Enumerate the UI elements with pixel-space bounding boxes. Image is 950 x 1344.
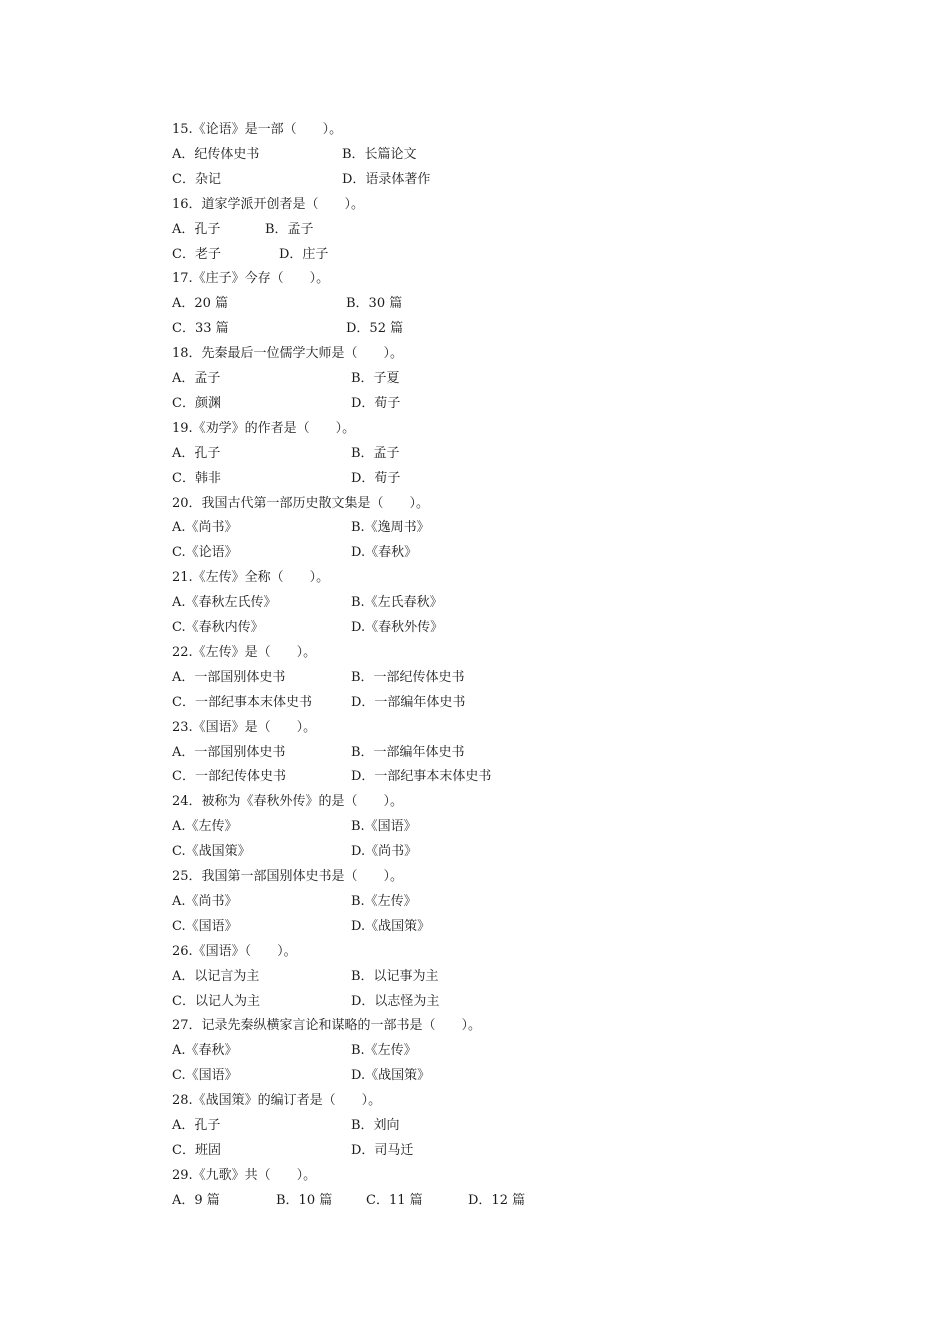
answer-option: C.《论语》 — [172, 545, 238, 561]
question-stem: 29.《九歌》共（ ）。 — [172, 1167, 317, 1183]
answer-option: D．以志怪为主 — [351, 993, 440, 1009]
answer-option: C．老子 — [172, 246, 221, 262]
answer-option: A.《春秋左氏传》 — [172, 595, 277, 611]
answer-option: C.《国语》 — [172, 918, 238, 934]
answer-option: D．司马迁 — [351, 1142, 414, 1158]
answer-option: D.《春秋外传》 — [351, 620, 444, 635]
answer-option: C．一部纪事本末体史书 — [172, 694, 312, 710]
answer-option: D．一部纪事本末体史书 — [351, 769, 492, 785]
answer-option: B.《国语》 — [351, 819, 417, 835]
answer-option: B．长篇论文 — [342, 146, 417, 162]
answer-option: A．孟子 — [172, 371, 221, 386]
answer-option: B．以记事为主 — [351, 968, 439, 984]
answer-option: B．孟子 — [351, 445, 400, 461]
answer-option: A．孔子 — [172, 1118, 221, 1133]
question-stem: 27．记录先秦纵横家言论和谋略的一部书是（ ）。 — [172, 1018, 482, 1034]
question-stem: 19.《劝学》的作者是（ ）。 — [172, 420, 356, 436]
answer-option: C．颜渊 — [172, 395, 221, 411]
answer-option: D.《战国策》 — [351, 918, 431, 934]
answer-option: B.《逸周书》 — [351, 520, 430, 536]
answer-option: D．语录体著作 — [342, 171, 431, 187]
answer-option: B．刘向 — [351, 1118, 400, 1133]
answer-option: A.《左传》 — [172, 819, 238, 835]
answer-option: C．33 篇 — [172, 321, 229, 337]
answer-option: A.《尚书》 — [172, 893, 238, 909]
answer-option: C．以记人为主 — [172, 993, 260, 1009]
answer-option: A．孔子 — [172, 221, 221, 237]
answer-option: C.《春秋内传》 — [172, 620, 264, 635]
answer-option: D．荀子 — [351, 395, 401, 411]
answer-option: A．一部国别体史书 — [172, 669, 286, 685]
question-stem: 24．被称为《春秋外传》的是（ ）。 — [172, 794, 404, 810]
question-stem: 22.《左传》是（ ）。 — [172, 644, 317, 660]
answer-option: B．子夏 — [351, 371, 400, 386]
answer-option: D．庄子 — [279, 246, 329, 262]
answer-option: A．一部国别体史书 — [172, 744, 286, 760]
answer-option: B.《左传》 — [351, 1043, 417, 1059]
answer-option: A.《尚书》 — [172, 520, 238, 536]
answer-option: B．10 篇 — [276, 1192, 333, 1208]
question-stem: 16．道家学派开创者是（ ）。 — [172, 196, 365, 212]
answer-option: D．52 篇 — [346, 321, 404, 337]
answer-option: B．一部编年体史书 — [351, 744, 465, 760]
answer-option: B．孟子 — [265, 221, 314, 237]
answer-option: A．9 篇 — [172, 1192, 220, 1208]
answer-option: C.《国语》 — [172, 1068, 238, 1084]
answer-option: A．纪传体史书 — [172, 146, 260, 162]
answer-option: B．30 篇 — [346, 296, 403, 312]
answer-option: B.《左传》 — [351, 893, 417, 909]
question-stem: 18．先秦最后一位儒学大师是（ ）。 — [172, 346, 404, 362]
answer-option: D．荀子 — [351, 470, 401, 486]
answer-option: B．一部纪传体史书 — [351, 669, 465, 685]
answer-option: C．一部纪传体史书 — [172, 769, 286, 785]
answer-option: C．班固 — [172, 1142, 221, 1158]
answer-option: C．杂记 — [172, 171, 221, 187]
question-stem: 23.《国语》是（ ）。 — [172, 719, 317, 735]
answer-option: D．12 篇 — [468, 1192, 526, 1208]
question-stem: 25．我国第一部国别体史书是（ ）。 — [172, 869, 404, 884]
question-stem: 26.《国语》（ ）。 — [172, 943, 297, 959]
answer-option: A．以记言为主 — [172, 968, 260, 984]
answer-option: D.《春秋》 — [351, 545, 418, 561]
question-stem: 17.《庄子》今存（ ）。 — [172, 271, 330, 287]
question-stem: 28.《战国策》的编订者是（ ）。 — [172, 1093, 382, 1109]
question-stem: 15.《论语》是一部（ ）。 — [172, 122, 343, 137]
answer-option: A．孔子 — [172, 445, 221, 461]
question-stem: 21.《左传》全称（ ）。 — [172, 570, 330, 586]
answer-option: C．11 篇 — [366, 1192, 423, 1208]
answer-option: C.《战国策》 — [172, 844, 251, 860]
answer-option: D.《战国策》 — [351, 1068, 431, 1084]
answer-option: B.《左氏春秋》 — [351, 595, 443, 611]
answer-option: D.《尚书》 — [351, 844, 418, 860]
question-stem: 20．我国古代第一部历史散文集是（ ）。 — [172, 495, 430, 511]
answer-option: D．一部编年体史书 — [351, 694, 466, 710]
answer-option: C．韩非 — [172, 470, 221, 486]
answer-option: A.《春秋》 — [172, 1043, 238, 1059]
answer-option: A．20 篇 — [172, 296, 229, 312]
